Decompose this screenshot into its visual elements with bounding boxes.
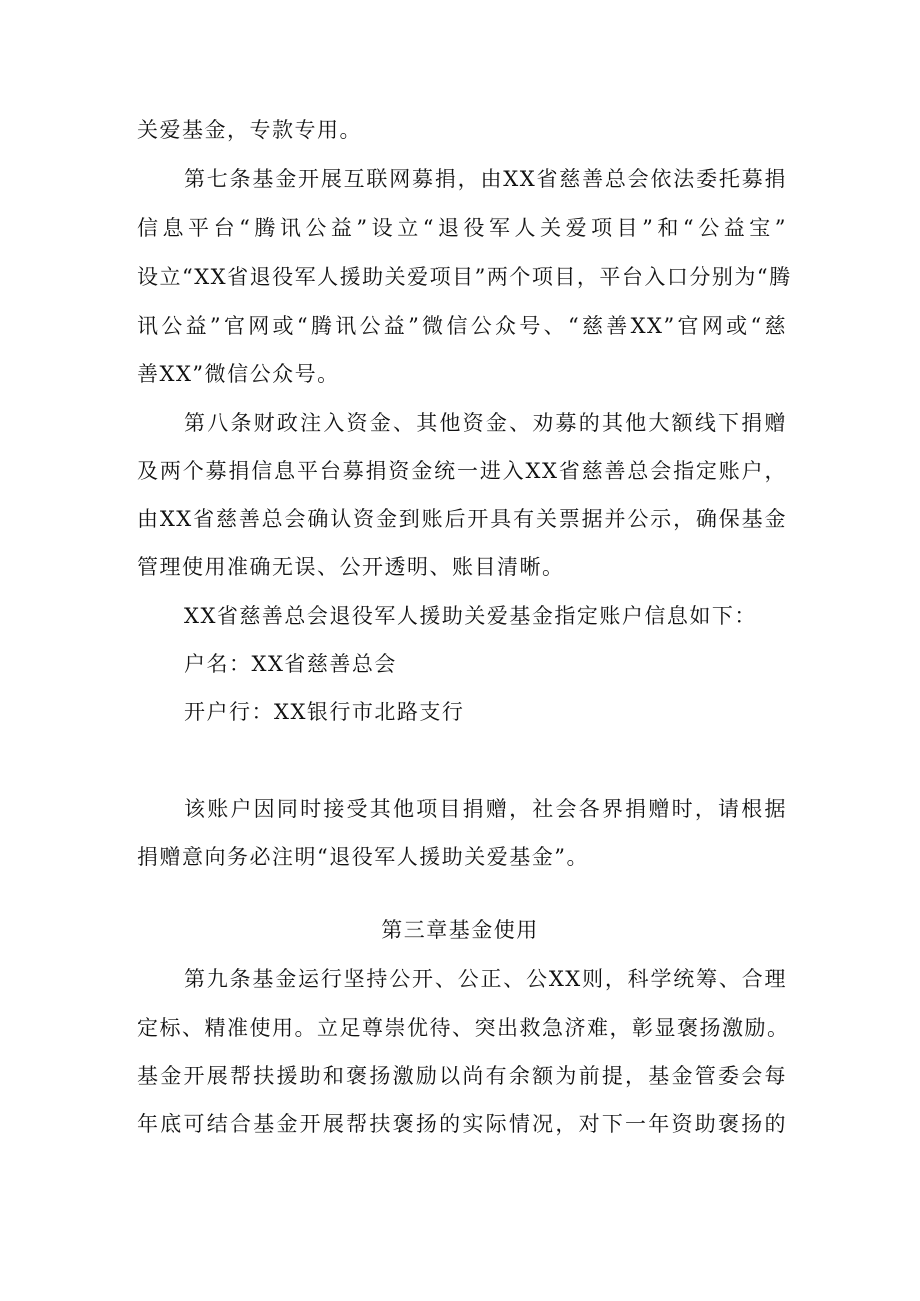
article-9-line-1: 第九条基金运行坚持公开、公正、公XX则，科学统筹、合理 [184, 967, 787, 991]
text-line: 关爱基金，专款专用。 [137, 118, 362, 142]
account-name: 户名：XX省慈善总会 [184, 652, 397, 676]
article-7-line-3: 设立“XX省退役军人援助关爱项目”两个项目，平台入口分别为“腾 [137, 265, 792, 289]
article-9-line-4: 年底可结合基金开展帮扶褒扬的实际情况，对下一年资助褒扬的 [137, 1112, 787, 1136]
chapter-heading: 第三章基金使用 [381, 918, 539, 942]
donation-note-line-2: 捐赠意向务必注明“退役军人援助关爱基金”。 [137, 845, 589, 869]
donation-note-line-1: 该账户因同时接受其他项目捐赠，社会各界捐赠时，请根据 [184, 797, 787, 821]
article-7-line-5: 善XX”微信公众号。 [137, 362, 340, 386]
article-8-line-3: 由XX省慈善总会确认资金到账后开具有关票据并公示，确保基金 [137, 507, 787, 531]
article-9-line-3: 基金开展帮扶援助和褒扬激励以尚有余额为前提，基金管委会每 [137, 1064, 787, 1088]
article-8-line-1: 第八条财政注入资金、其他资金、劝募的其他大额线下捐赠 [184, 411, 787, 435]
account-info-intro: XX省慈善总会退役军人援助关爱基金指定账户信息如下： [184, 604, 757, 628]
article-8-line-2: 及两个募捐信息平台募捐资金统一进入XX省慈善总会指定账户， [137, 459, 787, 483]
article-7-line-1: 第七条基金开展互联网募捐，由XX省慈善总会依法委托募捐 [184, 167, 787, 191]
account-bank: 开户行：XX银行市北路支行 [184, 700, 465, 724]
article-7-line-4: 讯公益”官网或“腾讯公益”微信公众号、“慈善XX”官网或“慈 [137, 314, 787, 338]
article-9-line-2: 定标、精准使用。立足尊崇优待、突出救急济难，彰显褒扬激励。 [137, 1016, 790, 1040]
article-8-line-4: 管理使用准确无误、公开透明、账目清晰。 [137, 555, 565, 579]
article-7-line-2: 信息平台“腾讯公益”设立“退役军人关爱项目”和“公益宝” [137, 216, 787, 240]
